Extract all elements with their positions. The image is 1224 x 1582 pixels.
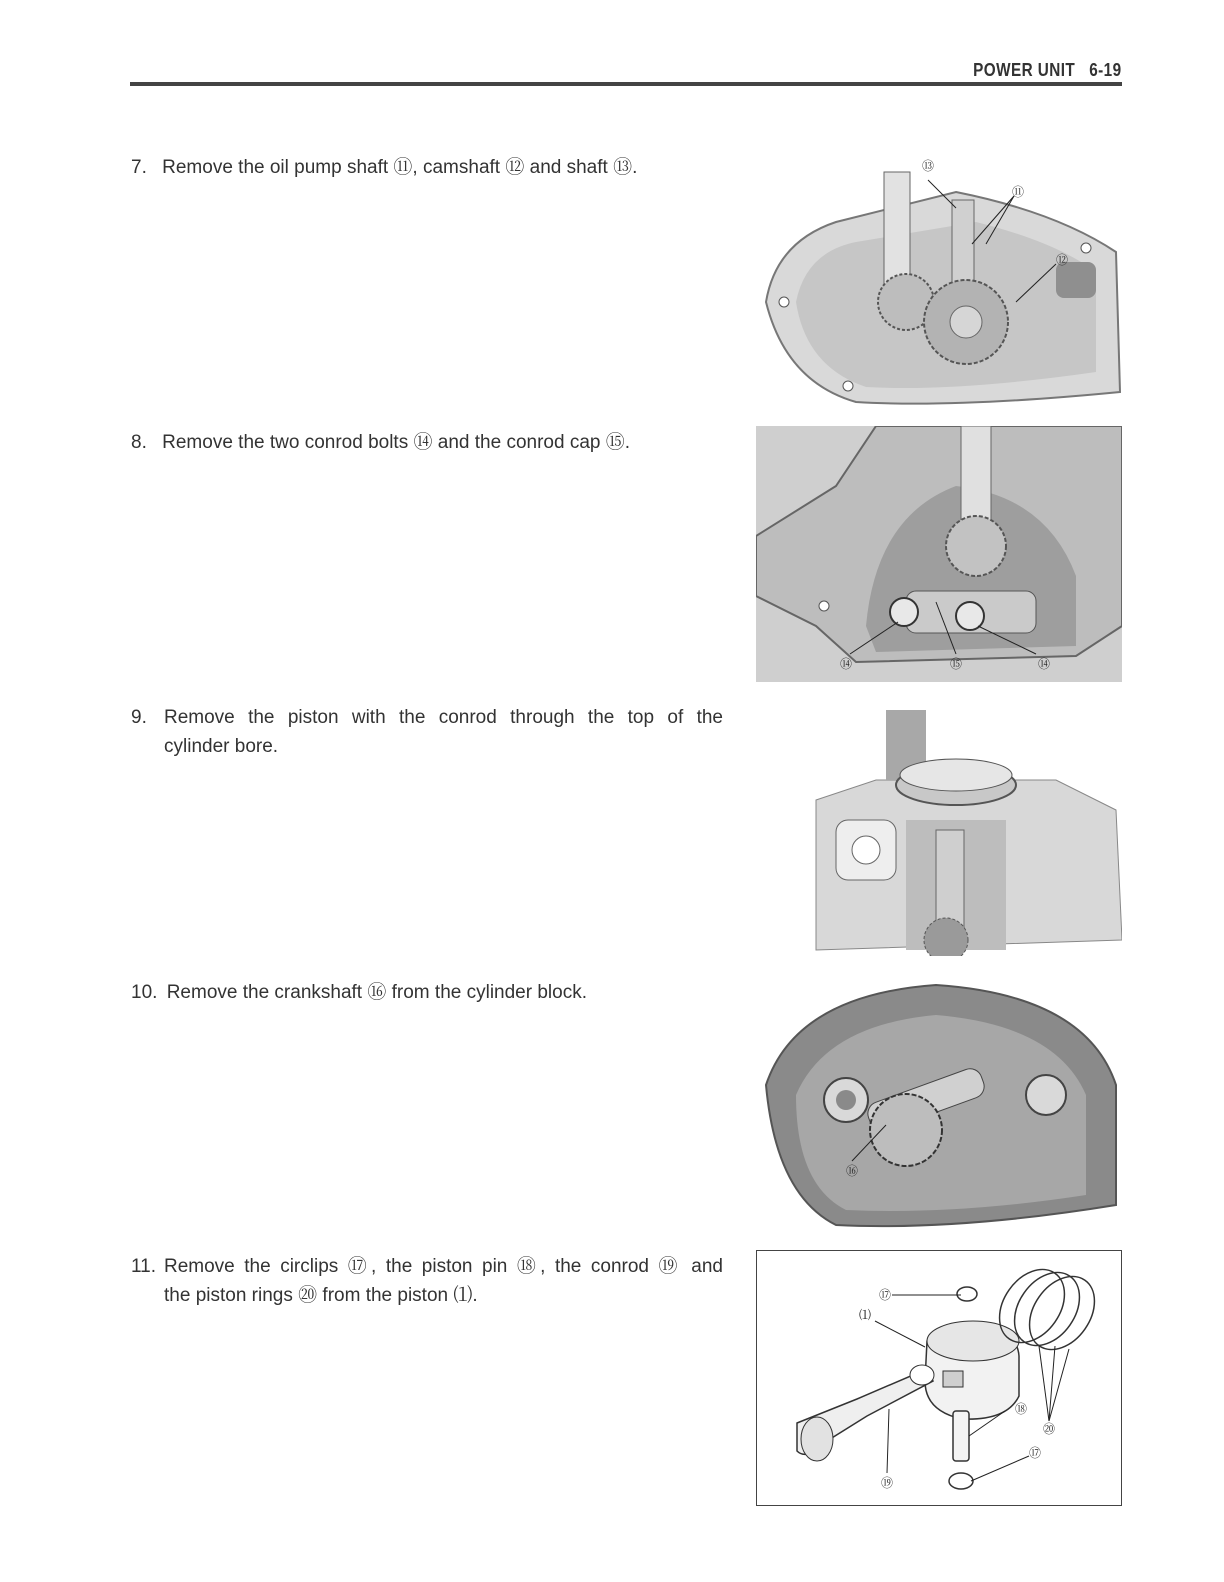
step-text: Remove the crankshaft ⑯ from the cylinder block. <box>166 982 587 1003</box>
callout-19: ⑲ <box>880 1476 894 1490</box>
figure-conrod-cap-photo <box>756 426 1122 682</box>
step-7 <box>131 153 723 182</box>
step-text-cont: the piston rings ⑳ from the piston ⑴. <box>164 1285 478 1306</box>
callout-15: ⑮ <box>949 657 963 671</box>
step-8 <box>131 428 723 457</box>
callout-17: ⑰ <box>878 1288 892 1302</box>
step-text: Remove the two conrod bolts ⑭ and the conrod cap ⑮. <box>162 432 631 453</box>
callout-18: ⑱ <box>1014 1402 1028 1416</box>
step-text: Remove the oil pump shaft ⑪, camshaft ⑫ and shaft ⑬. <box>162 157 638 178</box>
page-header <box>130 56 1122 88</box>
step-10 <box>131 978 723 1007</box>
callout-17b: ⑰ <box>1028 1446 1042 1460</box>
figure-camshaft-photo <box>756 152 1122 408</box>
callout-21: ⑴ <box>858 1308 872 1322</box>
step-text: Remove the circlips ⑰, the piston pin ⑱, the conrod ⑲ and <box>164 1256 723 1277</box>
step-9 <box>131 703 723 761</box>
header-title: POWER UNIT 6-19 <box>973 60 1122 80</box>
callout-14: ⑭ <box>839 657 853 671</box>
step-number: 9. <box>131 707 147 728</box>
figure-crankshaft-photo <box>756 975 1122 1231</box>
step-number: 8. <box>131 432 147 453</box>
step-number: 10. <box>131 982 158 1003</box>
step-text: Remove the piston with the conrod through the top of the <box>164 707 723 728</box>
header-rule <box>130 82 1122 86</box>
callout-20: ⑳ <box>1042 1422 1056 1436</box>
callout-12: ⑫ <box>1055 253 1069 267</box>
callout-13: ⑬ <box>921 159 935 173</box>
callout-11: ⑪ <box>1011 185 1025 199</box>
step-11 <box>131 1252 723 1310</box>
callout-16: ⑯ <box>845 1164 859 1178</box>
step-text-cont: cylinder bore. <box>164 736 279 757</box>
step-number: 7. <box>131 157 147 178</box>
callout-14b: ⑭ <box>1037 657 1051 671</box>
step-number: 11. <box>131 1256 157 1277</box>
figure-piston-exploded-diagram <box>756 1250 1122 1506</box>
figure-piston-removal-photo <box>756 700 1122 956</box>
